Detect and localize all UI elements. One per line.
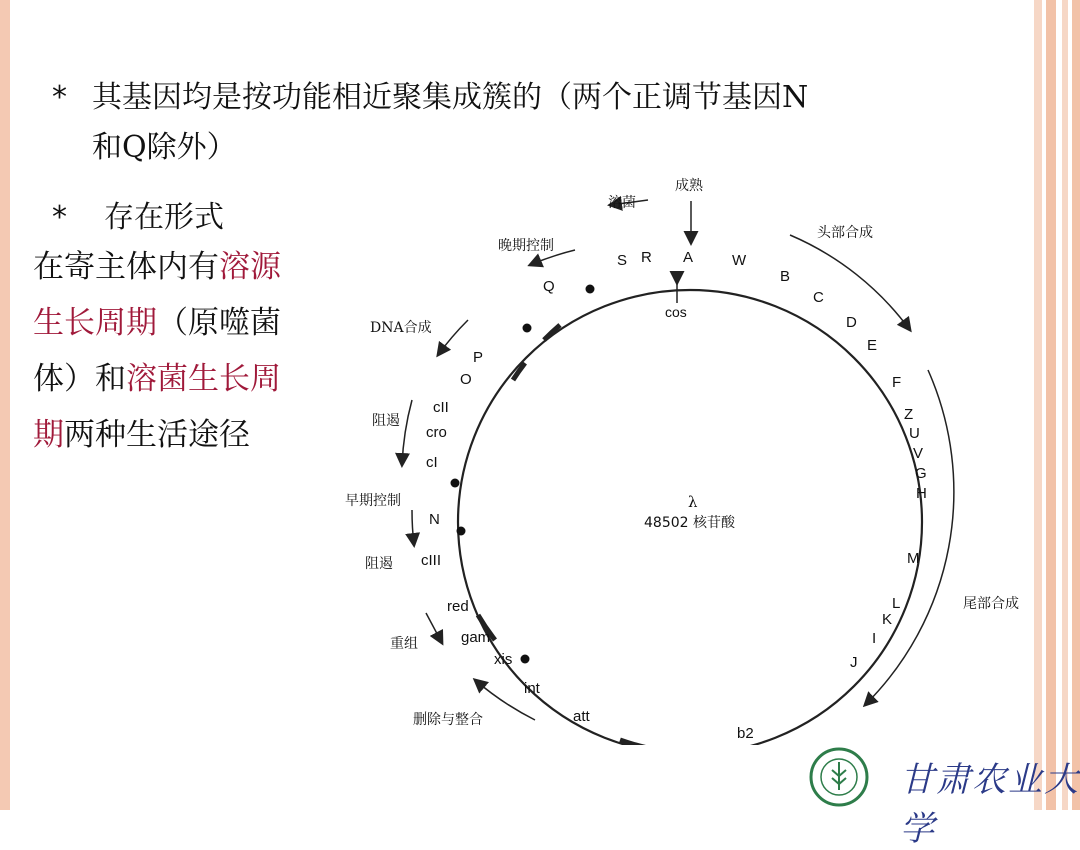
gene-Q: Q: [543, 278, 555, 295]
para-text: （原噬菌: [157, 305, 281, 341]
gene-W: W: [732, 252, 747, 269]
label-maturation: 成熟: [675, 178, 703, 194]
label-repression-1: 阻遏: [372, 413, 400, 429]
gene-B: B: [780, 268, 791, 285]
para-highlight: 溶源: [219, 249, 281, 285]
bullet-2-text: 存在形式: [104, 200, 224, 235]
bullet-1-line1: 其基因均是按功能相近聚集成簇的（两个正调节基因N: [92, 80, 809, 115]
para-text: 两种生活途径: [64, 417, 250, 453]
gene-cI: cI: [426, 454, 438, 471]
life-cycle-paragraph: [33, 239, 281, 463]
bullet-star: *: [52, 200, 67, 235]
thick-segment: [620, 740, 710, 745]
gene-Z: Z: [904, 406, 914, 423]
label-head-synthesis: 头部合成: [817, 225, 873, 241]
gene-A: A: [683, 249, 694, 266]
gene-H: H: [916, 485, 927, 502]
early-arrow: [412, 510, 414, 545]
para-line: [33, 239, 281, 295]
gene-C: C: [813, 289, 824, 306]
gene-att: att: [573, 708, 590, 725]
gene-cII: cII: [433, 399, 449, 416]
lambda-genome-map: [330, 165, 1050, 745]
para-line: [33, 351, 281, 407]
dna-arrow: [438, 320, 468, 355]
gene-S: S: [617, 252, 628, 269]
bullet-1-cont: [92, 122, 237, 166]
bullet-1: [52, 72, 808, 116]
gene-N: N: [429, 511, 440, 528]
bullet-star: *: [52, 80, 67, 115]
marker-dot: [451, 479, 460, 488]
para-highlight: 生长周期: [33, 305, 157, 341]
gene-int: int: [524, 680, 540, 697]
gene-I: I: [872, 630, 877, 647]
left-border: [0, 0, 10, 810]
university-logo-text: 甘肃农业大学: [900, 760, 1080, 849]
gene-V: V: [913, 445, 924, 462]
gene-cos: cos: [665, 304, 687, 320]
bullet-2: [52, 192, 224, 236]
label-dna-synthesis: DNA合成: [370, 320, 432, 336]
gene-cro: cro: [426, 424, 447, 441]
recomb-arrow: [426, 613, 442, 643]
gene-xis: xis: [494, 651, 513, 668]
gene-b2: b2: [737, 725, 754, 742]
label-early-control: 早期控制: [345, 493, 401, 509]
label-tail-synthesis: 尾部合成: [963, 596, 1019, 612]
gene-F: F: [892, 374, 902, 391]
gene-cIII: cIII: [421, 552, 442, 569]
gene-red: red: [447, 598, 469, 615]
right-decoration-4: [1072, 0, 1080, 810]
gene-M: M: [907, 550, 920, 567]
gene-O: O: [460, 371, 472, 388]
center-symbol: λ: [688, 493, 698, 511]
gene-D: D: [846, 314, 857, 331]
center-label: 48502 核苷酸: [644, 515, 735, 531]
gene-G: G: [915, 465, 927, 482]
label-repression-2: 阻遏: [365, 556, 393, 572]
label-excision-integration: 删除与整合: [413, 712, 483, 728]
gene-K: K: [882, 611, 893, 628]
marker-dot: [457, 527, 466, 536]
para-highlight: 期: [33, 417, 64, 453]
gene-R: R: [641, 249, 652, 266]
repress-arrow-1: [402, 400, 412, 465]
gene-U: U: [909, 425, 920, 442]
marker-dot: [521, 655, 530, 664]
para-text: 体）和: [33, 361, 126, 397]
para-text: 在寄主体内有: [33, 249, 219, 285]
para-line: [33, 295, 281, 351]
right-decoration-3: [1062, 0, 1068, 810]
gene-L: L: [892, 595, 901, 612]
para-line: [33, 407, 281, 463]
gene-J: J: [850, 654, 858, 671]
marker-dot: [523, 324, 532, 333]
para-highlight: 溶菌生长周: [126, 361, 281, 397]
gene-E: E: [867, 337, 878, 354]
marker-dot: [586, 285, 595, 294]
gene-P: P: [473, 349, 484, 366]
label-recombination: 重组: [390, 636, 418, 652]
university-seal-icon: [808, 746, 870, 808]
gene-gam: gam: [461, 629, 491, 646]
bullet-1-line2: 和Q除外）: [92, 130, 237, 165]
label-late-control: 晚期控制: [498, 238, 554, 254]
label-lysis: 溶菌: [608, 195, 636, 211]
